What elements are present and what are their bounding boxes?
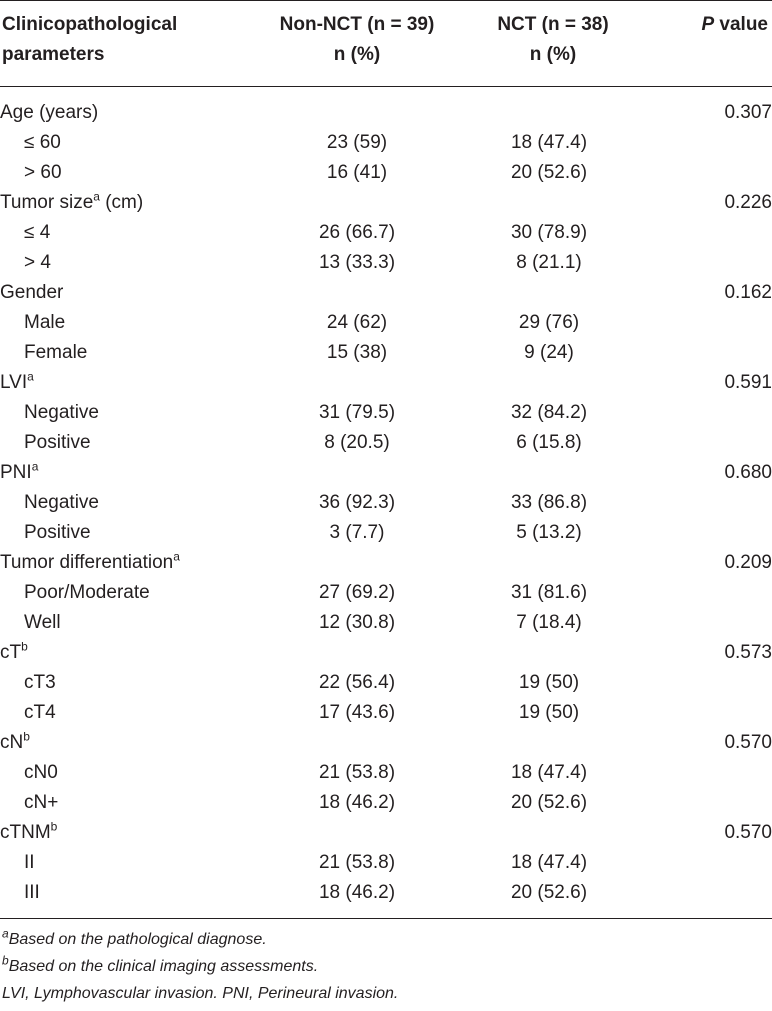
row-label <box>0 518 240 548</box>
table-row <box>0 128 772 158</box>
row-label-text: Negative <box>24 492 99 513</box>
row-label-text: > 60 <box>24 162 62 183</box>
p-value-cell <box>624 128 772 158</box>
p-value-cell: 0.573 <box>724 642 772 663</box>
table-row <box>0 158 772 188</box>
row-label <box>0 308 240 338</box>
table-row <box>0 608 772 638</box>
header-parameters-line2: parameters <box>2 44 105 65</box>
row-label <box>0 158 240 188</box>
footnote-marker: a <box>93 189 100 204</box>
footnote-marker: b <box>23 729 30 744</box>
nct-cell: 20 (52.6) <box>510 162 588 183</box>
footnote-b-text: Based on the clinical imaging assessments. <box>8 958 319 975</box>
row-label <box>0 818 240 848</box>
non-nct-cell: 8 (20.5) <box>324 432 390 453</box>
row-label-text: Tumor differentiation <box>0 552 174 573</box>
p-value-cell <box>624 248 772 278</box>
row-label <box>0 698 240 728</box>
nct-cell <box>474 548 624 578</box>
row-label-text: III <box>24 882 40 903</box>
non-nct-cell <box>240 278 474 308</box>
row-label <box>0 638 240 668</box>
non-nct-cell: 36 (92.3) <box>318 492 396 513</box>
footnote-abbreviations-text: LVI, Lymphovascular invasion. PNI, Perineural invasion. <box>2 985 399 1002</box>
header-nct-line1: NCT (n = 38) <box>497 14 609 35</box>
non-nct-cell <box>240 728 474 758</box>
non-nct-cell: 24 (62) <box>326 312 388 333</box>
header-non-nct <box>240 10 474 70</box>
row-label <box>0 278 240 308</box>
table-row-category <box>0 638 772 668</box>
row-label <box>0 848 240 878</box>
p-value-cell <box>624 218 772 248</box>
row-label <box>0 488 240 518</box>
footnotes <box>2 926 398 1007</box>
row-label-text: Positive <box>24 522 91 543</box>
non-nct-cell: 18 (46.2) <box>318 792 396 813</box>
footnote-marker: a <box>27 369 34 384</box>
p-value-cell: 0.570 <box>724 732 772 753</box>
row-label <box>0 548 240 578</box>
table-row-category <box>0 188 772 218</box>
non-nct-cell: 17 (43.6) <box>318 702 396 723</box>
table-row <box>0 848 772 878</box>
table-body <box>0 98 772 908</box>
nct-cell: 7 (18.4) <box>516 612 582 633</box>
footnote-b-mark: b <box>2 953 9 968</box>
row-label-text: cT4 <box>24 702 56 723</box>
non-nct-cell <box>240 548 474 578</box>
row-label <box>0 188 240 218</box>
p-value-cell <box>624 758 772 788</box>
header-nct-line2: n (%) <box>529 44 577 65</box>
header-parameters <box>2 10 177 70</box>
row-label <box>0 218 240 248</box>
table-row <box>0 398 772 428</box>
nct-cell <box>474 458 624 488</box>
table-row <box>0 338 772 368</box>
row-label-text: Female <box>24 342 88 363</box>
row-label <box>0 578 240 608</box>
nct-cell <box>474 368 624 398</box>
header-p-rest: value <box>714 14 768 35</box>
row-label <box>0 338 240 368</box>
table-row <box>0 758 772 788</box>
non-nct-cell: 18 (46.2) <box>318 882 396 903</box>
row-label-text: Well <box>24 612 61 633</box>
p-value-cell <box>624 698 772 728</box>
bottom-rule <box>0 918 772 919</box>
row-label-text: Positive <box>24 432 91 453</box>
row-label-text: cT3 <box>24 672 56 693</box>
nct-cell: 19 (50) <box>518 702 580 723</box>
nct-cell: 18 (47.4) <box>510 852 588 873</box>
non-nct-cell: 27 (69.2) <box>318 582 396 603</box>
nct-cell: 18 (47.4) <box>510 762 588 783</box>
non-nct-cell: 23 (59) <box>326 132 388 153</box>
table-row-category <box>0 818 772 848</box>
nct-cell <box>474 278 624 308</box>
p-value-cell <box>624 428 772 458</box>
non-nct-cell: 21 (53.8) <box>318 762 396 783</box>
header-non-nct-line1: Non-NCT (n = 39) <box>279 14 435 35</box>
header-p-letter: P <box>701 14 715 35</box>
row-label-text: Tumor size <box>0 192 94 213</box>
non-nct-cell <box>240 368 474 398</box>
top-rule <box>0 0 772 1</box>
table-row <box>0 308 772 338</box>
nct-cell: 19 (50) <box>518 672 580 693</box>
non-nct-cell <box>240 188 474 218</box>
table-row <box>0 698 772 728</box>
p-value-cell <box>624 608 772 638</box>
table-row <box>0 878 772 908</box>
table-row-category <box>0 368 772 398</box>
table-row <box>0 518 772 548</box>
row-label <box>0 248 240 278</box>
nct-cell <box>474 818 624 848</box>
p-value-cell <box>624 668 772 698</box>
row-label-text: cT <box>0 642 22 663</box>
row-label <box>0 98 240 128</box>
row-label-text: Gender <box>0 282 64 303</box>
p-value-cell <box>624 788 772 818</box>
non-nct-cell <box>240 98 474 128</box>
non-nct-cell: 22 (56.4) <box>318 672 396 693</box>
header-parameters-line1: Clinicopathological <box>2 14 178 35</box>
p-value-cell <box>624 578 772 608</box>
p-value-cell <box>624 158 772 188</box>
footnote-b <box>2 953 398 980</box>
non-nct-cell: 13 (33.3) <box>318 252 396 273</box>
nct-cell: 6 (15.8) <box>516 432 582 453</box>
non-nct-cell: 26 (66.7) <box>318 222 396 243</box>
row-label-text: II <box>24 852 35 873</box>
p-value-cell <box>624 488 772 518</box>
row-label-text: cN0 <box>24 762 58 783</box>
table-row <box>0 488 772 518</box>
p-value-cell: 0.591 <box>724 372 772 393</box>
p-value-cell <box>624 308 772 338</box>
table-row <box>0 578 772 608</box>
p-value-cell <box>624 848 772 878</box>
nct-cell: 20 (52.6) <box>510 792 588 813</box>
footnote-a-text: Based on the pathological diagnose. <box>8 931 267 948</box>
p-value-cell: 0.209 <box>724 552 772 573</box>
footnote-abbreviations <box>2 980 398 1007</box>
table-row-category <box>0 98 772 128</box>
nct-cell: 20 (52.6) <box>510 882 588 903</box>
nct-cell: 18 (47.4) <box>510 132 588 153</box>
nct-cell: 30 (78.9) <box>510 222 588 243</box>
row-label-text: cTNM <box>0 822 51 843</box>
non-nct-cell: 3 (7.7) <box>329 522 385 543</box>
nct-cell: 33 (86.8) <box>510 492 588 513</box>
row-label-text: > 4 <box>24 252 51 273</box>
row-label <box>0 758 240 788</box>
nct-cell: 31 (81.6) <box>510 582 588 603</box>
p-value-cell: 0.570 <box>724 822 772 843</box>
non-nct-cell: 21 (53.8) <box>318 852 396 873</box>
footnote-a <box>2 926 398 953</box>
p-value-cell: 0.162 <box>724 282 772 303</box>
data-table <box>0 98 772 908</box>
footnote-a-mark: a <box>2 926 9 941</box>
row-label <box>0 128 240 158</box>
row-label <box>0 668 240 698</box>
row-label <box>0 878 240 908</box>
p-value-cell <box>624 398 772 428</box>
p-value-cell: 0.680 <box>724 462 772 483</box>
table-row <box>0 788 772 818</box>
row-label-text: LVI <box>0 372 28 393</box>
p-value-cell <box>624 878 772 908</box>
footnote-marker: a <box>173 549 180 564</box>
row-label <box>0 428 240 458</box>
footnote-marker: a <box>31 459 39 474</box>
footnote-marker: b <box>50 819 58 834</box>
row-label-text: cN+ <box>24 792 59 813</box>
nct-cell: 9 (24) <box>524 342 574 363</box>
footnote-marker: b <box>21 639 28 654</box>
p-value-cell: 0.226 <box>724 192 772 213</box>
table-row <box>0 668 772 698</box>
non-nct-cell <box>240 818 474 848</box>
nct-cell: 5 (13.2) <box>516 522 582 543</box>
nct-cell <box>474 638 624 668</box>
nct-cell <box>474 188 624 218</box>
nct-cell: 32 (84.2) <box>510 402 588 423</box>
nct-cell <box>474 98 624 128</box>
header-p-value <box>701 10 768 40</box>
row-label-text: ≤ 60 <box>24 132 61 153</box>
row-label-text: PNI <box>0 462 32 483</box>
p-value-cell <box>624 338 772 368</box>
non-nct-cell <box>240 638 474 668</box>
table-row-category <box>0 548 772 578</box>
row-label-text: ≤ 4 <box>24 222 51 243</box>
non-nct-cell: 15 (38) <box>326 342 388 363</box>
row-label <box>0 728 240 758</box>
header-nct <box>478 10 628 70</box>
row-label <box>0 458 240 488</box>
row-label <box>0 368 240 398</box>
header-non-nct-line2: n (%) <box>333 44 381 65</box>
non-nct-cell <box>240 458 474 488</box>
nct-cell: 8 (21.1) <box>516 252 582 273</box>
table-row <box>0 428 772 458</box>
table-row-category <box>0 728 772 758</box>
row-label-text: Poor/Moderate <box>24 582 150 603</box>
non-nct-cell: 12 (30.8) <box>318 612 396 633</box>
p-value-cell: 0.307 <box>724 102 772 123</box>
header-rule <box>0 86 772 87</box>
non-nct-cell: 31 (79.5) <box>318 402 396 423</box>
row-label <box>0 608 240 638</box>
row-label <box>0 398 240 428</box>
non-nct-cell: 16 (41) <box>326 162 388 183</box>
table-row <box>0 248 772 278</box>
table-row-category <box>0 278 772 308</box>
row-label-text: Age (years) <box>0 102 99 123</box>
table-row-category <box>0 458 772 488</box>
row-label-unit: (cm) <box>99 192 144 213</box>
table-row <box>0 218 772 248</box>
nct-cell: 29 (76) <box>518 312 580 333</box>
row-label-text: Male <box>24 312 66 333</box>
p-value-cell <box>624 518 772 548</box>
row-label-text: Negative <box>24 402 99 423</box>
row-label-text: cN <box>0 732 24 753</box>
row-label <box>0 788 240 818</box>
nct-cell <box>474 728 624 758</box>
